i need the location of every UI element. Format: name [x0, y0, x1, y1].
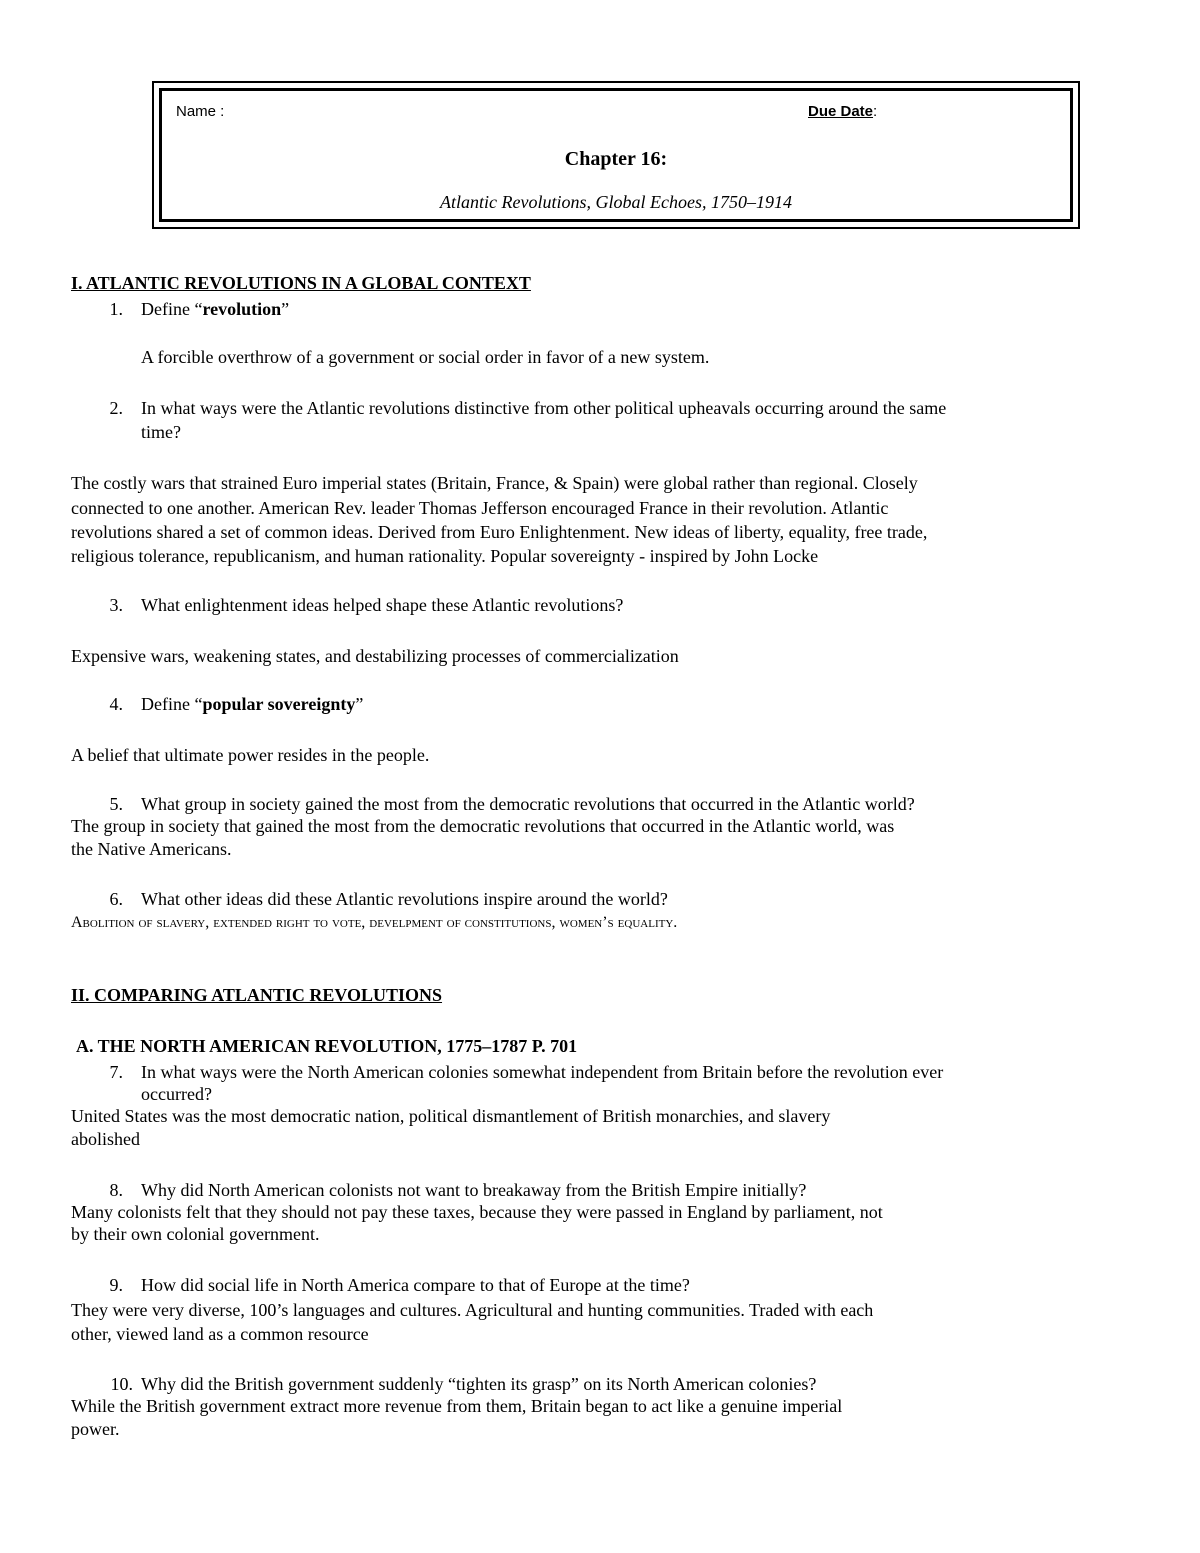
- answer-10-line-2: power.: [71, 1419, 120, 1439]
- q4-suffix: ”: [355, 694, 364, 714]
- answer-5-line-1: The group in society that gained the most from the democratic revolutions that occurred in the Atlantic world, was: [71, 816, 895, 836]
- q4-prefix: Define “: [141, 694, 203, 714]
- question-10-text: Why did the British government suddenly “tighten its grasp” on its North American colonies?: [141, 1374, 817, 1394]
- question-1-number: 1.: [109, 299, 123, 319]
- question-8-number: 8.: [109, 1180, 123, 1200]
- question-8-text: Why did North American colonists not want to breakaway from the British Empire initially?: [141, 1180, 807, 1200]
- question-6-number: 6.: [109, 889, 123, 909]
- section-2-heading: II. COMPARING ATLANTIC REVOLUTIONS: [71, 985, 443, 1005]
- answer-8-line-2: by their own colonial government.: [71, 1224, 320, 1244]
- question-9-number: 9.: [109, 1275, 123, 1295]
- answer-4: A belief that ultimate power resides in the people.: [71, 745, 430, 765]
- answer-2-line-4: religious tolerance, republicanism, and human rationality. Popular sovereignty - inspired by John Locke: [71, 546, 819, 566]
- question-5-number: 5.: [109, 794, 123, 814]
- answer-7-line-2: abolished: [71, 1129, 140, 1149]
- q1-prefix: Define “: [141, 299, 203, 319]
- question-4-number: 4.: [109, 694, 123, 714]
- question-7-line-2: occurred?: [141, 1084, 212, 1104]
- answer-2-line-2: connected to one another. American Rev. leader Thomas Jefferson encouraged France in their revolution. Atlantic: [71, 498, 889, 518]
- answer-9-line-2: other, viewed land as a common resource: [71, 1324, 369, 1344]
- question-3-text: What enlightenment ideas helped shape these Atlantic revolutions?: [141, 595, 624, 615]
- name-label: Name :: [176, 103, 225, 120]
- due-date-label: [808, 103, 877, 120]
- question-1-text: [141, 297, 289, 321]
- question-2-number: 2.: [109, 398, 123, 418]
- question-2-line-1: In what ways were the Atlantic revolutions distinctive from other political upheavals occurring around the same: [141, 398, 947, 418]
- answer-5-line-2: the Native Americans.: [71, 839, 232, 859]
- answer-7-line-1: United States was the most democratic nation, political dismantlement of British monarchies, and slavery: [71, 1106, 831, 1126]
- due-date-colon: :: [873, 103, 878, 120]
- question-10-number: 10.: [110, 1374, 133, 1394]
- q4-term: popular sovereignty: [202, 694, 356, 714]
- question-3-number: 3.: [109, 595, 123, 615]
- subsection-a-heading: A. THE NORTH AMERICAN REVOLUTION, 1775–1787 P. 701: [76, 1036, 578, 1056]
- chapter-subtitle: Atlantic Revolutions, Global Echoes, 1750–1914: [440, 192, 792, 212]
- q1-suffix: ”: [281, 299, 290, 319]
- answer-6-text: Abolition of slavery, extended right to vote, develpment of constitutions, women’s equality.: [71, 914, 678, 931]
- question-4-text: [141, 692, 363, 716]
- answer-1: A forcible overthrow of a government or social order in favor of a new system.: [141, 347, 710, 367]
- question-7-line-1: In what ways were the North American colonies somewhat independent from Britain before the revolution ever: [141, 1062, 944, 1082]
- worksheet-header-box: [152, 81, 1080, 229]
- question-5-text: What group in society gained the most from the democratic revolutions that occurred in the Atlantic world?: [141, 794, 915, 814]
- section-1-heading: I. ATLANTIC REVOLUTIONS IN A GLOBAL CONTEXT: [71, 273, 531, 293]
- question-6-text: What other ideas did these Atlantic revolutions inspire around the world?: [141, 889, 668, 909]
- answer-10-line-1: While the British government extract more revenue from them, Britain began to act like a genuine imperial: [71, 1396, 843, 1416]
- question-9-text: How did social life in North America compare to that of Europe at the time?: [141, 1275, 690, 1295]
- answer-3: Expensive wars, weakening states, and destabilizing processes of commercialization: [71, 646, 679, 666]
- question-7-number: 7.: [109, 1062, 123, 1082]
- answer-6: [71, 909, 677, 935]
- due-date-text: Due Date: [808, 103, 874, 120]
- answer-8-line-1: Many colonists felt that they should not pay these taxes, because they were passed in England by parliament, not: [71, 1202, 883, 1222]
- header-inner-border: [159, 88, 1073, 222]
- question-2-line-2: time?: [141, 422, 181, 442]
- answer-2-line-1: The costly wars that strained Euro imperial states (Britain, France, & Spain) were global rather than regional. Closely: [71, 473, 918, 493]
- chapter-title: Chapter 16:: [564, 148, 668, 170]
- answer-2-line-3: revolutions shared a set of common ideas. Derived from Euro Enlightenment. New ideas of liberty, equality, free trade,: [71, 522, 928, 542]
- q1-term: revolution: [202, 299, 282, 319]
- answer-9-line-1: They were very diverse, 100’s languages and cultures. Agricultural and hunting communities. Traded with each: [71, 1300, 874, 1320]
